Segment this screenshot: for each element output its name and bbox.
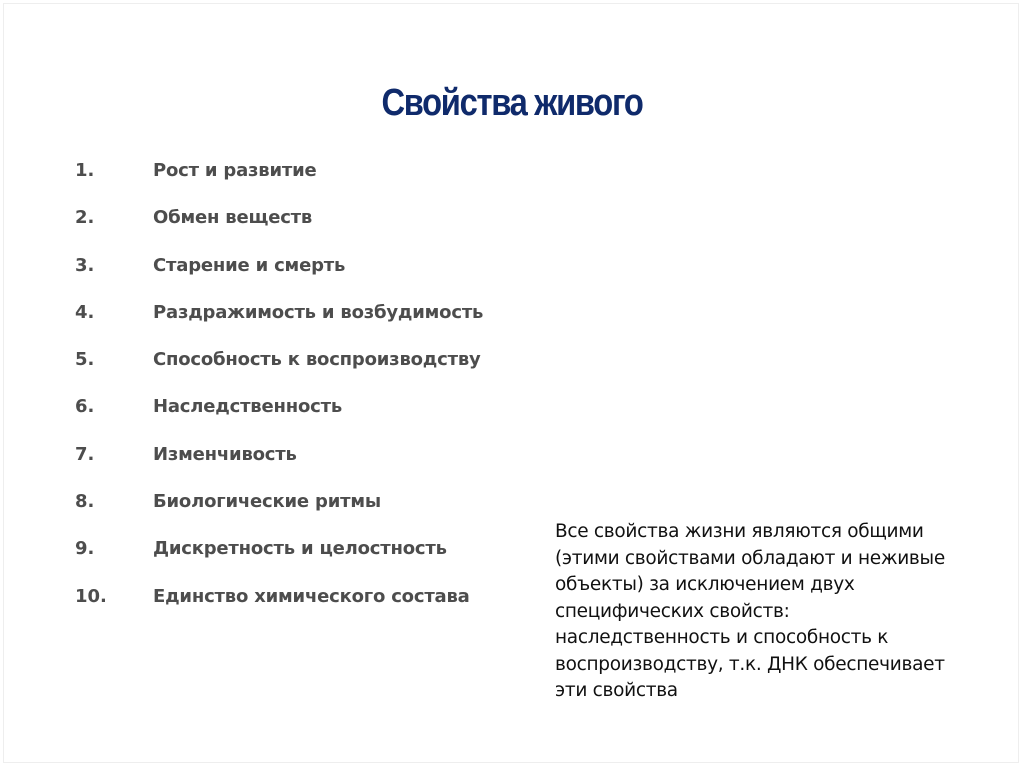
note-line: специфических свойств: (555, 600, 790, 622)
list-item (75, 396, 483, 443)
list-item-label: Раздражимость и возбудимость (153, 301, 484, 323)
list-item-number: 9. (75, 538, 95, 560)
list-item (75, 349, 483, 396)
list-item-number: 7. (75, 443, 95, 465)
properties-list (75, 160, 483, 633)
list-item-number: 8. (75, 491, 95, 513)
list-item (75, 160, 483, 207)
list-item-label: Биологические ритмы (153, 491, 381, 513)
list-item (75, 538, 483, 585)
list-item-number: 3. (75, 254, 95, 276)
list-item-label: Способность к воспроизводству (153, 349, 481, 371)
list-item-label: Изменчивость (153, 443, 297, 465)
list-item-number: 10. (75, 585, 107, 607)
list-item (75, 586, 483, 633)
note-line: объекты) за исключением двух (555, 574, 855, 595)
list-item-number: 1. (75, 160, 95, 181)
list-item-number: 5. (75, 349, 95, 371)
list-item (75, 255, 483, 302)
explanatory-note (555, 519, 995, 705)
note-line: (этими свойствами обладают и неживые (555, 547, 945, 569)
list-item (75, 302, 483, 349)
note-line: воспроизводству, т.к. ДНК обеспечивает (555, 653, 945, 675)
list-item-label: Рост и развитие (153, 160, 317, 181)
list-item-label: Наследственность (153, 396, 343, 418)
note-line: Все свойства жизни являются общими (555, 521, 924, 542)
list-item-number: 2. (75, 207, 95, 229)
list-item (75, 444, 483, 491)
list-item-label: Обмен веществ (153, 207, 313, 229)
list-item-number: 6. (75, 396, 95, 418)
list-item (75, 207, 483, 254)
list-item-label: Единство химического состава (153, 585, 470, 607)
list-item-number: 4. (75, 301, 95, 323)
list-item-label: Дискретность и целостность (153, 538, 447, 560)
list-item (75, 491, 483, 538)
slide-title: Свойства живого (381, 82, 643, 124)
list-item-label: Старение и смерть (153, 254, 346, 276)
note-line: эти свойства (555, 680, 678, 701)
note-line: наследственность и способность к (555, 627, 889, 648)
